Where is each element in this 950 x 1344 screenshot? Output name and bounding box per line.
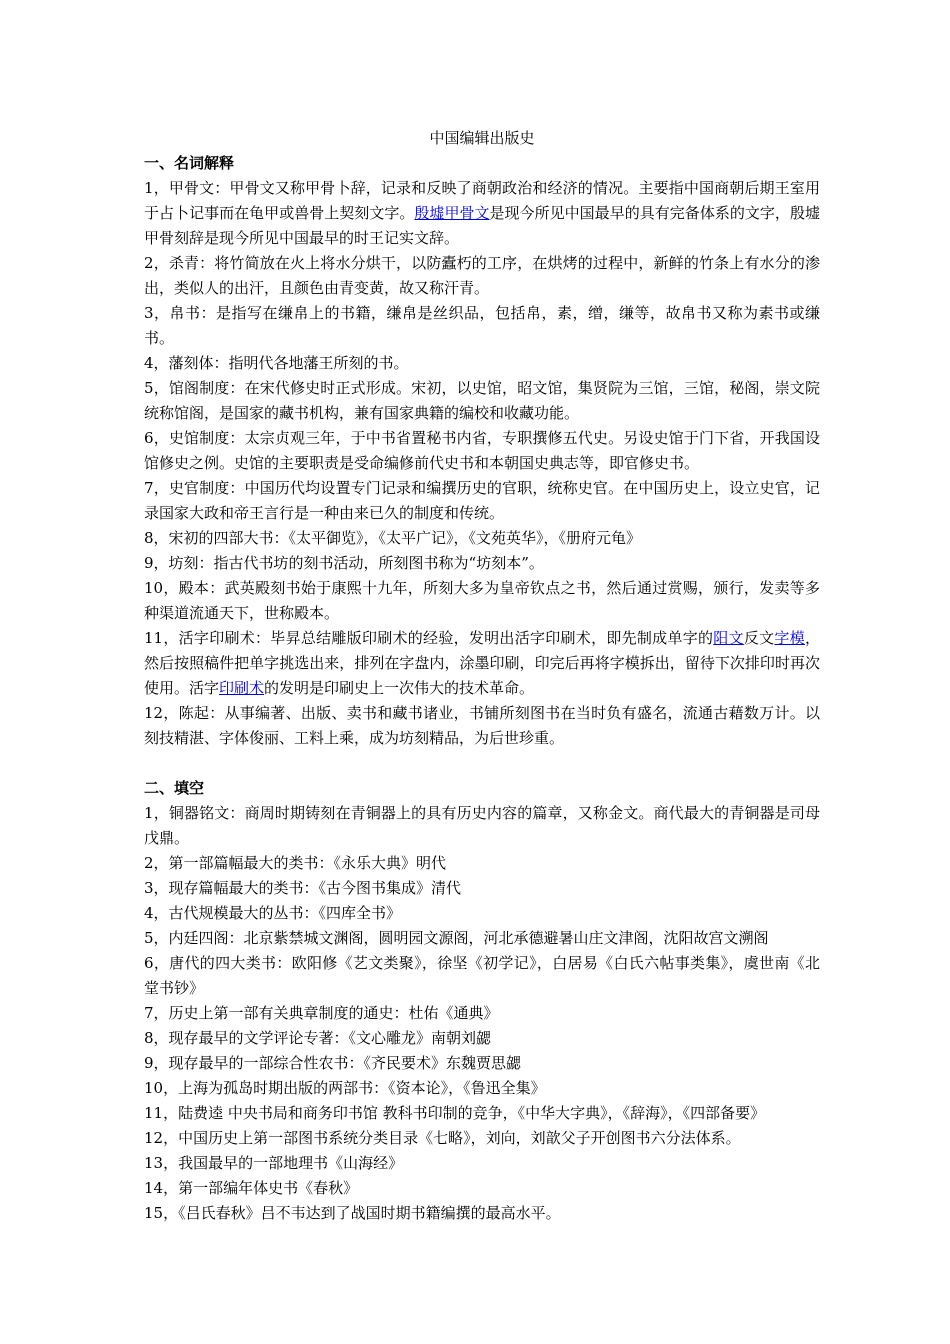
section-heading-fill-in: 二、填空 bbox=[144, 779, 205, 797]
paragraph-text: 10，上海为孤岛时期出版的两部书：《资本论》，《鲁迅全集》 bbox=[144, 1079, 546, 1097]
section-fill-in bbox=[144, 801, 820, 1226]
list-item bbox=[144, 476, 820, 526]
paragraph-text: 1，甲骨文：甲骨文又称甲骨卜辞，记录和反映了商朝政治和经济的情况。主要指中国商朝后期王室用于占卜记事而在龟甲或兽骨上契刻文字。 bbox=[144, 179, 820, 222]
paragraph-text: 5，内廷四阁：北京紫禁城文渊阁，圆明园文源阁，河北承德避暑山庄文津阁，沈阳故宫文溯阁 bbox=[144, 929, 769, 947]
list-item bbox=[144, 1026, 820, 1051]
paragraph-text: 8，现存最早的文学评论专著：《文心雕龙》南朝刘勰 bbox=[144, 1029, 492, 1047]
paragraph-text: 9，现存最早的一部综合性农书：《齐民要术》东魏贾思勰 bbox=[144, 1054, 522, 1072]
paragraph-text: 8，宋初的四部大书：《太平御览》，《太平广记》，《文苑英华》，《册府元龟》 bbox=[144, 529, 642, 547]
paragraph-text: ，然后按照稿件把单字挑选出来，排列在字盘内，涂墨印刷，印完后再将字模拆出，留待下次排印时再次使用。活字 bbox=[144, 629, 820, 697]
list-item bbox=[144, 1051, 820, 1076]
list-item bbox=[144, 551, 820, 576]
paragraph-text: 11，活字印刷术：毕昇总结雕版印刷术的经验，发明出活字印刷术，即先制成单字的 bbox=[144, 629, 714, 647]
list-item bbox=[144, 801, 820, 851]
list-item bbox=[144, 526, 820, 551]
hyperlink[interactable]: 字模 bbox=[774, 629, 805, 647]
list-item bbox=[144, 951, 820, 1001]
list-item bbox=[144, 1176, 820, 1201]
list-item bbox=[144, 251, 820, 301]
list-item bbox=[144, 351, 820, 376]
list-item bbox=[144, 926, 820, 951]
paragraph-text: 9，坊刻：指古代书坊的刻书活动，所刻图书称为“坊刻本”。 bbox=[144, 554, 544, 572]
paragraph-text: 4，藩刻体：指明代各地藩王所刻的书。 bbox=[144, 354, 409, 372]
paragraph-text: 10，殿本：武英殿刻书始于康熙十九年，所刻大多为皇帝钦点之书，然后通过赏赐，颁行，发卖等多种渠道流通天下，世称殿本。 bbox=[144, 579, 820, 622]
hyperlink[interactable]: 阳文 bbox=[713, 629, 744, 647]
list-item bbox=[144, 851, 820, 876]
list-item bbox=[144, 626, 820, 701]
list-item bbox=[144, 1101, 820, 1126]
paragraph-text: 的发明是印刷史上一次伟大的技术革命。 bbox=[264, 679, 535, 697]
paragraph-text: 3，现存篇幅最大的类书：《古今图书集成》清代 bbox=[144, 879, 462, 897]
paragraph-text: 6，史馆制度：太宗贞观三年，于中书省置秘书内省，专职撰修五代史。另设史馆于门下省，开我国设馆修史之例。史馆的主要职责是受命编修前代史书和本朝国史典志等，即官修史书。 bbox=[144, 429, 820, 472]
list-item bbox=[144, 576, 820, 626]
paragraph-text: 是现今所见中国最早的具有完备体系的文字，殷墟甲骨刻辞是现今所见中国最早的时王记实文辞。 bbox=[144, 204, 820, 247]
list-item bbox=[144, 1001, 820, 1026]
document-page bbox=[144, 126, 820, 1226]
paragraph-text: 7，史官制度：中国历代均设置专门记录和编撰历史的官职，统称史官。在中国历史上，设立史官，记录国家大政和帝王言行是一种由来已久的制度和传统。 bbox=[144, 479, 820, 522]
paragraph-text: 11，陆费逵 中央书局和商务印书馆 教科书印制的竞争，《中华大字典》，《辞海》，《四部备要》 bbox=[144, 1104, 766, 1122]
section-definitions bbox=[144, 176, 820, 751]
paragraph-text: 14，第一部编年体史书《春秋》 bbox=[144, 1179, 359, 1197]
list-item bbox=[144, 426, 820, 476]
list-item bbox=[144, 701, 820, 751]
paragraph-text: 6，唐代的四大类书：欧阳修《艺文类聚》，徐坚《初学记》，白居易《白氏六帖事类集》，虞世南《北堂书钞》 bbox=[144, 954, 820, 997]
list-item bbox=[144, 1201, 820, 1226]
list-item bbox=[144, 301, 820, 351]
paragraph-text: 2，杀青：将竹简放在火上将水分烘干，以防蠹朽的工序，在烘烤的过程中，新鲜的竹条上有水分的渗出，类似人的出汗，且颜色由青变黄，故又称汗青。 bbox=[144, 254, 820, 297]
list-item bbox=[144, 1151, 820, 1176]
list-item bbox=[144, 1126, 820, 1151]
list-item bbox=[144, 901, 820, 926]
document-title: 中国编辑出版史 bbox=[429, 129, 535, 147]
paragraph-text: 4，古代规模最大的丛书：《四库全书》 bbox=[144, 904, 402, 922]
paragraph-text: 5，馆阁制度：在宋代修史时正式形成。宋初，以史馆，昭文馆，集贤院为三馆，三馆，秘阁，崇文院统称馆阁，是国家的藏书机构，兼有国家典籍的编校和收藏功能。 bbox=[144, 379, 820, 422]
paragraph-text: 13，我国最早的一部地理书《山海经》 bbox=[144, 1154, 404, 1172]
list-item bbox=[144, 376, 820, 426]
paragraph-text: 15，《吕氏春秋》吕不韦达到了战国时期书籍编撰的最高水平。 bbox=[144, 1204, 561, 1222]
paragraph-text: 3，帛书：是指写在缣帛上的书籍，缣帛是丝织品，包括帛，素，缯，缣等，故帛书又称为素书或缣书。 bbox=[144, 304, 820, 347]
paragraph-text: 2，第一部篇幅最大的类书：《永乐大典》明代 bbox=[144, 854, 447, 872]
hyperlink[interactable]: 印刷术 bbox=[219, 679, 265, 697]
section-heading-definitions: 一、名词解释 bbox=[144, 154, 235, 172]
list-item bbox=[144, 876, 820, 901]
list-item bbox=[144, 1076, 820, 1101]
hyperlink[interactable]: 殷墟甲骨文 bbox=[414, 204, 490, 222]
paragraph-text: 1，铜器铭文：商周时期铸刻在青铜器上的具有历史内容的篇章，又称金文。商代最大的青铜器是司母戊鼎。 bbox=[144, 804, 820, 847]
paragraph-text: 7，历史上第一部有关典章制度的通史：杜佑《通典》 bbox=[144, 1004, 499, 1022]
paragraph-text: 12，陈起：从事编著、出版、卖书和藏书诸业，书铺所刻图书在当时负有盛名，流通古藉数万计。以刻技精湛、字体俊丽、工料上乘，成为坊刻精品，为后世珍重。 bbox=[144, 704, 820, 747]
section-gap bbox=[144, 751, 820, 776]
list-item bbox=[144, 176, 820, 251]
paragraph-text: 反文 bbox=[743, 629, 775, 647]
paragraph-text: 12，中国历史上第一部图书系统分类目录《七略》，刘向，刘歆父子开创图书六分法体系。 bbox=[144, 1129, 741, 1147]
